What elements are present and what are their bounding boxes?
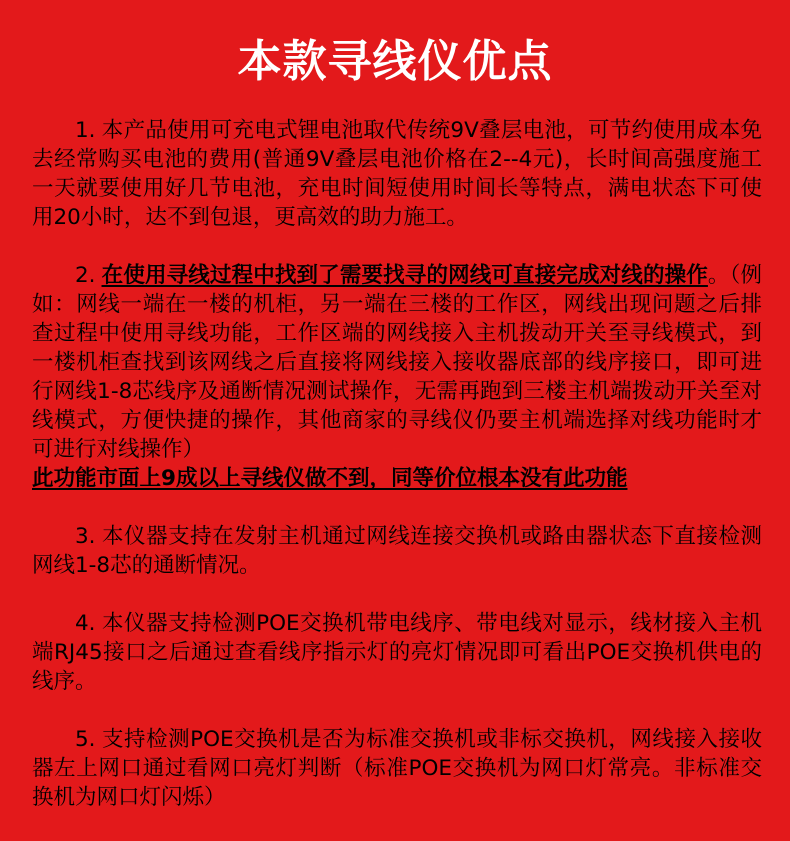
advantage-number: 4. — [75, 611, 96, 636]
advantage-text: 本仪器支持在发射主机通过网线连接交换机或路由器状态下直接检测网线1-8芯的通断情况。 — [32, 524, 762, 578]
advantage-number: 2. — [75, 263, 96, 288]
advantage-emphasis: 在使用寻线过程中找到了需要找寻的网线可直接完成对线的操作 — [101, 263, 708, 288]
highlight-note: 此功能市面上9成以上寻线仪做不到，同等价位根本没有此功能 — [32, 466, 628, 491]
advantage-text: 。（例如：网线一端在一楼的机柜，另一端在三楼的工作区，网线出现问题之后排查过程中使用寻线功能，工作区端的网线接入主机拨动开关至寻线模式，到一楼机柜查找到该网线之后直接将网线接入接收器底部的线序接口，即可进行网线1-8芯线序及通断情况测试操作，无需再跑到三楼主机端拨动开关至对线模式，方便快捷的操作，其他商家的寻线仪仍要主机端选择对线功能时才可进行对线操作） — [32, 263, 762, 462]
advantage-item-5 — [32, 725, 762, 812]
advantage-item-3 — [32, 522, 762, 580]
advantage-text: 本仪器支持检测POE交换机带电线序、带电线对显示，线材接入主机端RJ45接口之后通过查看线序指示灯的亮灯情况即可看出POE交换机供电的线序。 — [32, 611, 762, 694]
advantage-item-4 — [32, 609, 762, 696]
advantage-number: 1. — [75, 118, 96, 143]
advantage-number: 3. — [75, 524, 96, 549]
advantage-text: 支持检测POE交换机是否为标准交换机或非标交换机，网线接入接收器左上网口通过看网口亮灯判断（标准POE交换机为网口灯常亮。非标准交换机为网口灯闪烁） — [32, 727, 762, 810]
advantage-item-1 — [32, 116, 762, 232]
advantage-text: 本产品使用可充电式锂电池取代传统9V叠层电池，可节约使用成本免去经常购买电池的费用(普通9V叠层电池价格在2--4元)，长时间高强度施工一天就要使用好几节电池，充电时间短使用时间长等特点，满电状态下可使用20小时，达不到包退，更高效的助力施工。 — [32, 118, 762, 230]
advantage-item-2 — [32, 261, 762, 464]
advantage-number: 5. — [75, 727, 96, 752]
advantages-list — [32, 116, 762, 841]
page-title: 本款寻线仪优点 — [237, 36, 553, 87]
